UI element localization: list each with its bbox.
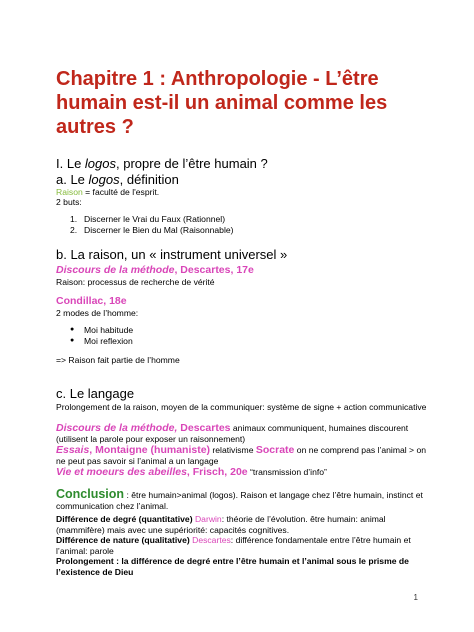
subsection-a-heading	[56, 172, 179, 188]
list-text: Discerner le Bien du Mal (Raisonnable)	[84, 224, 234, 235]
author-name: Socrate	[255, 444, 295, 456]
reference-text: animaux communiquent, humaines discourent (utilisent la parole pour exposer un raisonnement)	[56, 423, 409, 444]
prolongement-text: : la différence de degré entre l’être humain et l’animal sous le prisme de l’existence de Dieu	[56, 556, 409, 577]
reference-montaigne	[56, 445, 428, 466]
chapter-title: Chapitre 1 : Anthropologie - L’être humain est-il un animal comme les autres ?	[56, 68, 388, 138]
reference-descartes	[56, 423, 428, 444]
list-number: 1.	[70, 214, 78, 224]
work-title: Essais	[56, 444, 90, 456]
reference-text: “transmission d’info”	[247, 467, 327, 477]
raison-conclusion: => Raison fait partie de l’homme	[56, 355, 180, 365]
work-author: , Descartes, 17e	[174, 264, 254, 276]
raison-definition	[56, 187, 159, 198]
discours-reference	[56, 264, 254, 276]
buts-label: 2 buts:	[56, 197, 82, 207]
heading-text: I. Le	[56, 156, 85, 171]
work-author: Descartes	[177, 422, 231, 434]
author-name: Darwin	[192, 514, 222, 524]
list-text: Moi reflexion	[84, 335, 133, 346]
modes-label: 2 modes de l’homme:	[56, 308, 139, 318]
conclusion-text: : être humain>animal (logos). Raison et langage chez l’être humain, instinct et communication chez l’animal.	[56, 490, 423, 511]
bullet-icon: ●	[70, 336, 75, 344]
work-title: Discours de la méthode	[56, 264, 175, 276]
difference-label: Différence de degré (quantitative)	[56, 514, 193, 524]
author-name: Descartes	[189, 535, 231, 545]
difference-nature	[56, 535, 428, 556]
list-item	[56, 325, 436, 336]
reference-text: relativisme	[210, 445, 256, 455]
subsection-c-heading: c. Le langage	[56, 386, 135, 401]
bullet-icon: ●	[70, 326, 75, 333]
condillac-reference	[56, 295, 127, 307]
difference-text: : théorie de l’évolution. être humain: animal (mammifère) mais avec une supériorité: capacités cognitives.	[56, 514, 386, 535]
prolongement	[56, 556, 428, 577]
difference-text: : différence fondamentale entre l’être humain et l’animal: parole	[56, 535, 411, 556]
raison-process: Raison: processus de recherche de vérité	[56, 277, 215, 287]
work-title: Discours de la méthode,	[56, 422, 178, 434]
conclusion-paragraph	[56, 489, 428, 511]
list-text: Discerner le Vrai du Faux (Rationnel)	[84, 214, 226, 224]
list-number: 2.	[70, 224, 78, 235]
definition-text: = faculté de l'esprit.	[82, 187, 160, 197]
list-item	[56, 214, 436, 225]
section-1-heading	[56, 156, 268, 172]
difference-label: Différence de nature (qualitative)	[56, 535, 190, 545]
page-number: 1	[413, 593, 418, 602]
work-title: Vie et moeurs des abeilles	[56, 466, 187, 478]
work-author: , Frisch, 20e	[186, 466, 248, 478]
langage-description: Prolongement de la raison, moyen de la communiquer: système de signe + action communicative	[56, 402, 427, 412]
modes-list	[56, 325, 436, 346]
difference-degre	[56, 514, 428, 535]
buts-list	[56, 214, 436, 235]
list-item	[56, 336, 436, 347]
list-text: Moi habitude	[84, 325, 134, 335]
conclusion-label: Conclusion	[56, 487, 125, 501]
prolongement-label: Prolongement	[56, 556, 114, 566]
work-author: , Montaigne (humaniste)	[89, 444, 211, 456]
heading-text: a. Le	[56, 172, 89, 187]
list-item	[56, 225, 436, 236]
reference-text: on ne comprend pas l’animal > on ne peut pas savoir si l’animal a un langage	[56, 445, 427, 466]
heading-text: , définition	[119, 172, 179, 187]
heading-text: , propre de l’être humain ?	[116, 156, 268, 171]
author-name: Condillac, 18e	[56, 295, 127, 307]
raison-term: Raison	[56, 187, 83, 197]
reference-frisch	[56, 467, 436, 478]
heading-italic: logos	[84, 156, 116, 171]
heading-italic: logos	[88, 172, 120, 187]
subsection-b-heading: b. La raison, un « instrument universel »	[56, 247, 288, 262]
